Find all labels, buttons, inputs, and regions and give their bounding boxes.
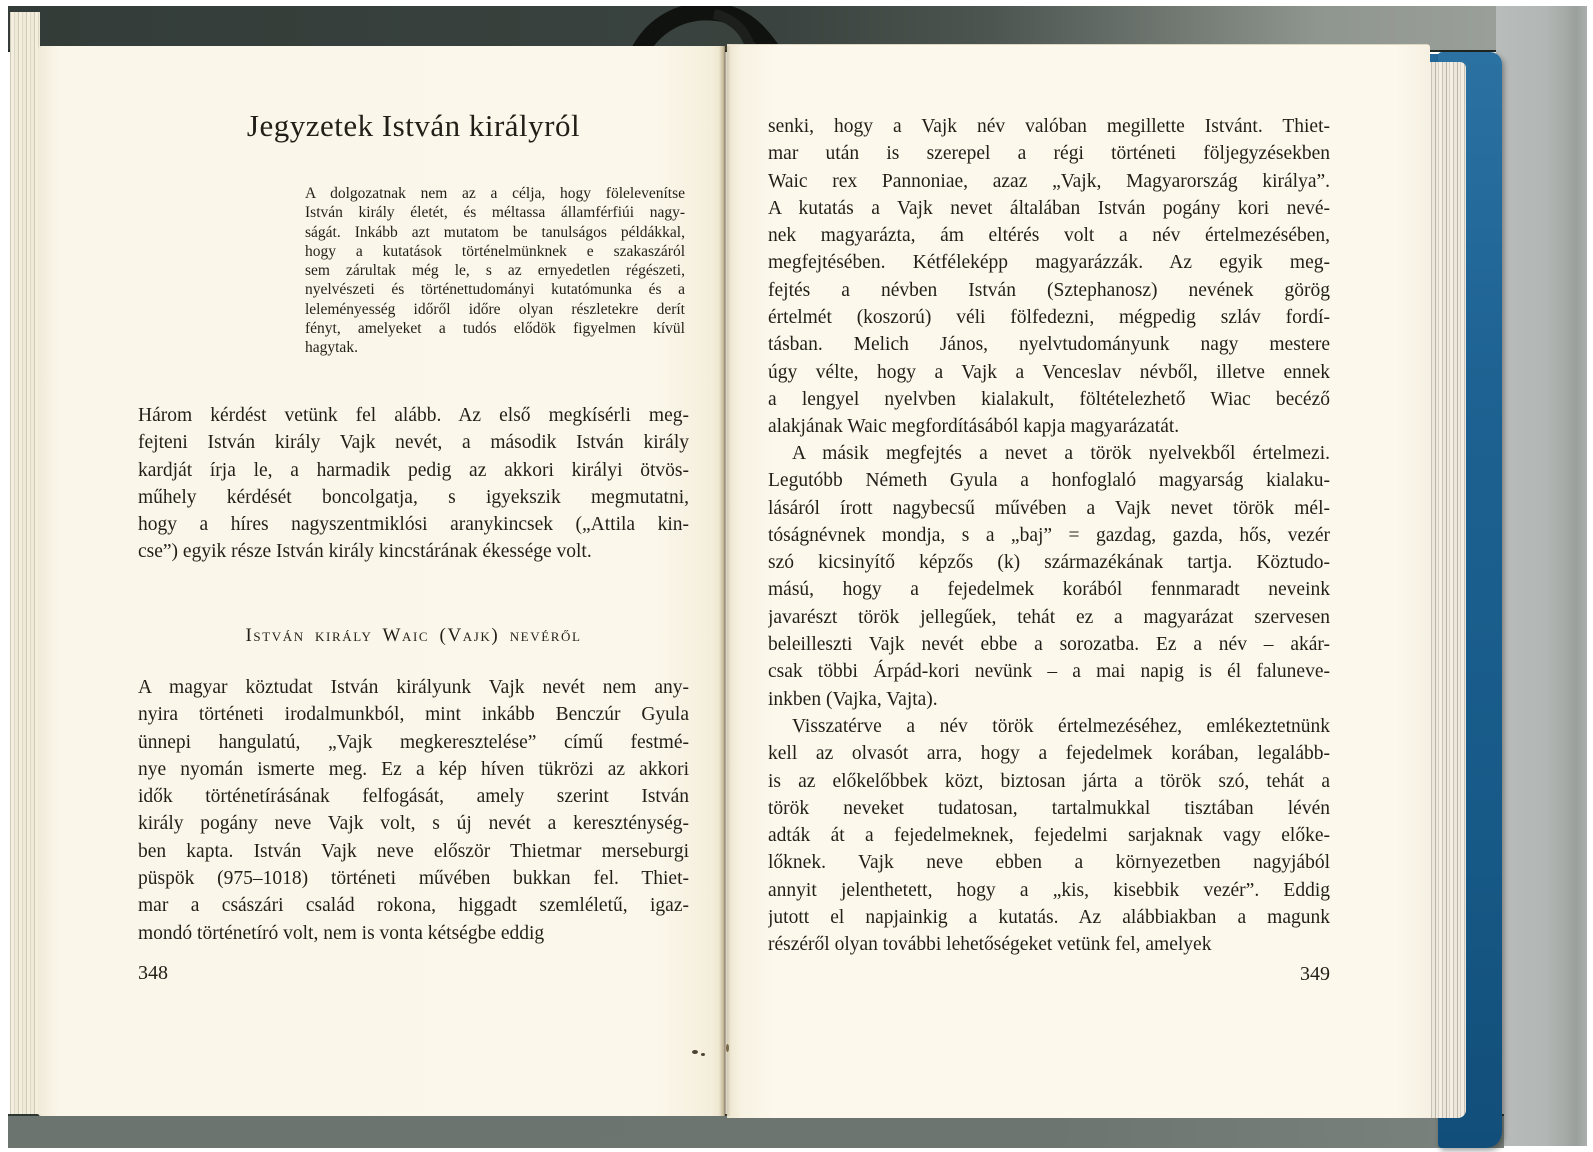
fore-edge-pages	[1424, 62, 1466, 1118]
text-line: hagytak.	[305, 339, 358, 357]
paragraph	[138, 402, 689, 566]
text-line: A kutatás a Vajk nevet általában István pogány kori nevé-	[768, 197, 1330, 219]
text-line: Három kérdést vetünk fel alább. Az első megkísérli meg-	[138, 405, 689, 426]
right-page	[727, 44, 1430, 1118]
text-line: javarészt török jellegűek, tehát ez a magyarázat szervesen	[768, 606, 1330, 628]
scanner-background-right	[1496, 6, 1587, 1146]
text-line: jutott el napjainkig a kutatás. Az alábbiakban a magunk	[768, 907, 1330, 929]
text-line: hogy a kutatások történelmünknek e szakaszáról	[305, 242, 685, 260]
text-line: részéről olyan további lehetőségeket vetünk fel, amelyek	[768, 934, 1212, 956]
text-line: kardját írja le, a harmadik pedig az akkori királyi ötvös-	[138, 459, 689, 481]
page-number: 349	[1300, 963, 1330, 985]
page-number: 348	[138, 962, 168, 984]
text-line: fejtés a névben István (Sztephanosz) nevének görög	[768, 279, 1330, 301]
text-line: is az előkelőbbek közt, biztosan járta a török szó, tehát a	[768, 770, 1330, 792]
text-line: fényt, amelyeket a tudós elődök figyelmen kívül	[305, 320, 685, 338]
text-line: inkben (Vajka, Vajta).	[768, 688, 938, 710]
text-line: nek magyarázta, ám eltérés volt a név értelmezésében,	[768, 225, 1330, 247]
ink-speck	[726, 1044, 729, 1052]
text-line: annyit jelenthetett, hogy a „kis, kisebbik vezér”. Eddig	[768, 879, 1330, 901]
text-line: cse”) egyik része István király kincstárának ékessége volt.	[138, 541, 592, 563]
left-page-stack-edge	[10, 12, 40, 1114]
chapter-title: Jegyzetek István királyról	[246, 108, 581, 143]
text-line: lőknek. Vajk neve ebben a környezetben nagyjából	[768, 852, 1330, 874]
text-line: alakjának Waic megfordításából kapja magyarázatát.	[768, 416, 1180, 438]
text-line: mondó történetíró volt, nem is vonta kétségbe eddig	[138, 922, 545, 944]
text-line: nye nyomán ismerte meg. Ez a kép híven tükrözi az akkori	[138, 758, 689, 780]
text-line: adták át a fejedelmeknek, fejedelmi sarjaknak vagy előke-	[768, 825, 1330, 847]
text-line: kell az olvasót arra, hogy a fejedelmek korában, legalább-	[768, 743, 1330, 765]
text-line: úgy vélte, hogy a Vajk a Venceslav névből, illetve ennek	[768, 361, 1330, 383]
text-line: nyelvészeti és történettudományi kutatómunka és a	[305, 281, 685, 299]
text-line: mar után is szerepel a régi történeti följegyzésekben	[768, 143, 1330, 165]
text-line: senki, hogy a Vajk név valóban megillette Istvánt. Thiet-	[768, 116, 1330, 137]
text-line: műhely kérdését boncolgatja, s igyekszik megmutatni,	[138, 486, 689, 508]
gutter-shadow	[719, 46, 731, 1116]
text-line: hogy a híres nagyszentmiklósi aranykincsek („Attila kin-	[138, 514, 689, 536]
text-line: mar a császári család rokona, higgadt szemléletű, igaz-	[138, 895, 689, 917]
paragraph	[768, 113, 1330, 441]
scanner-background-bottom	[8, 1114, 1504, 1148]
abstract	[305, 184, 685, 358]
text-line: ben kapta. István Vajk neve először Thietmar merseburgi	[138, 840, 689, 862]
text-line: tásban. Melich János, nyelvtudományunk nagy mestere	[768, 334, 1330, 356]
text-line: ságát. Inkább azt mutatom be tanulságos példákkal,	[305, 223, 685, 241]
ink-speck	[701, 1053, 705, 1056]
text-line: A másik megfejtés a nevet a török nyelvekből értelmezi.	[792, 443, 1330, 464]
text-line: Visszatérve a név török értelmezéséhez, emlékeztetnünk	[792, 716, 1330, 737]
text-line: beleilleszti Vajk nevét ebbe a sorozatba. Ez a név – akár-	[768, 634, 1330, 656]
text-line: értelmét (koszorú) véli fölfedezni, mégpedig szláv fordí-	[768, 307, 1330, 329]
text-line: Legutóbb Németh Gyula a honfoglaló magyarság kialaku-	[768, 470, 1330, 492]
paragraph	[768, 440, 1330, 713]
ink-speck	[692, 1050, 698, 1054]
text-line: István király életét, és méltassa államférfiúi nagy-	[305, 204, 685, 222]
paragraph	[768, 713, 1330, 959]
text-line: király pogány neve Vajk volt, s új nevét a kereszténység-	[138, 813, 689, 835]
text-line: tóságnévnek mondja, s a „baj” = gazdag, gazda, hős, vezér	[768, 524, 1330, 546]
section-heading: István király Waic (Vajk) nevéről	[245, 625, 582, 646]
text-line: megfejtésében. Kétféleképp magyarázzák. Az egyik meg-	[768, 252, 1330, 274]
text-line: leleményesség időről időre olyan részletekre derít	[305, 300, 685, 318]
text-line: mású, hogy a fejedelmek korából fennmaradt neveink	[768, 579, 1330, 601]
text-line: török neveket tudatosan, tartalmukkal tisztában lévén	[768, 797, 1330, 819]
text-line: idők történetírásának felfogását, amely szerint István	[138, 786, 689, 808]
text-line: csak többi Árpád-kori nevünk – a mai napig is él faluneve-	[768, 661, 1330, 683]
text-line: nyira történeti irodalmunkból, mint inkább Benczúr Gyula	[138, 704, 689, 726]
text-line: püspök (975–1018) történeti művében bukkan fel. Thiet-	[138, 868, 689, 890]
text-line: A dolgozatnak nem az a célja, hogy fölelevenítse	[305, 185, 685, 202]
text-line: lásáról írott nagybecsű művében a Vajk nevet török mél-	[768, 497, 1330, 519]
left-page	[38, 46, 725, 1116]
text-line: Waic rex Pannoniae, azaz „Vajk, Magyarország királya”.	[768, 170, 1330, 192]
text-line: A magyar köztudat István királyunk Vajk nevét nem any-	[138, 677, 689, 698]
text-line: ünnepi hangulatú, „Vajk megkeresztelése” című festmé-	[138, 731, 689, 753]
text-line: sem zárultak még le, s az ernyedetlen régészeti,	[305, 262, 685, 280]
paragraph	[138, 674, 689, 947]
text-line: a lengyel nyelvben kialakult, föltételezhető Wiac becéző	[768, 388, 1330, 410]
text-line: szó kicsinyítő képzős (k) származékának tartja. Köztudo-	[768, 552, 1330, 574]
text-line: fejteni István király Vajk nevét, a második István király	[138, 432, 689, 454]
